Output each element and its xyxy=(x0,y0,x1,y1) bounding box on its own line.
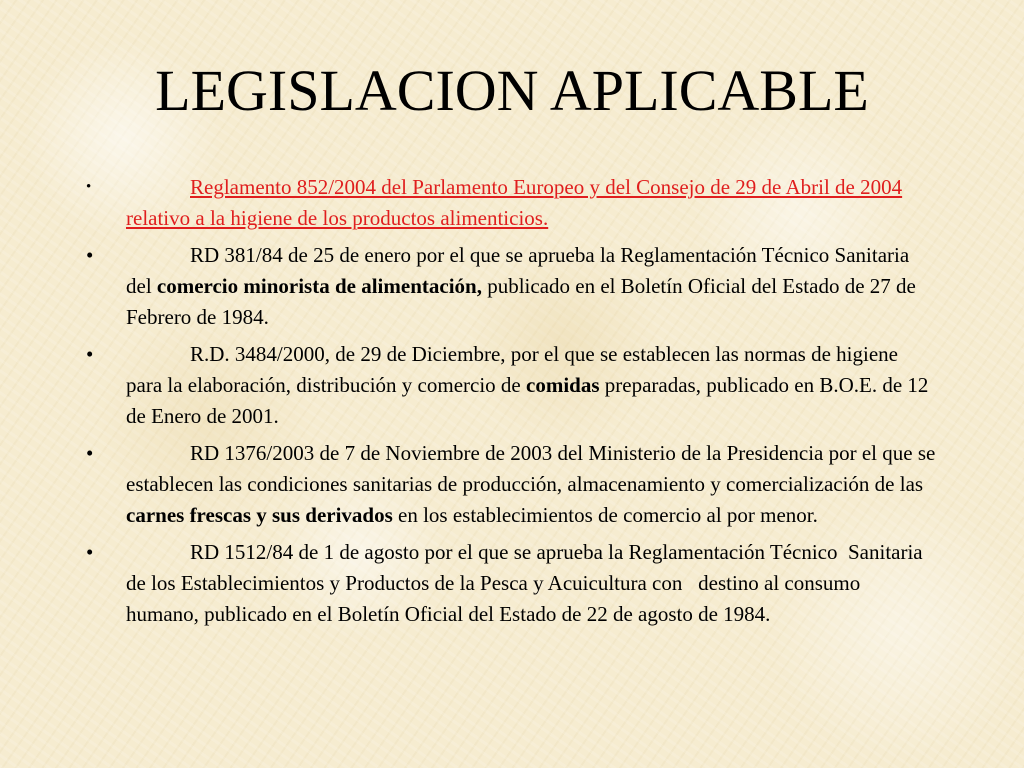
item-text: RD 1376/2003 de 7 de Noviembre de 2003 del Ministerio de la Presidencia por el que se establecen las condiciones sanitarias de producción, almacenamiento y comercialización de las xyxy=(126,441,936,496)
list-item xyxy=(86,172,936,234)
legislation-list xyxy=(86,172,936,636)
item-text: R.D. 3484/2000, de 29 de Diciembre, por el que se establecen las normas de higiene para la elaboración, distribución y comercio de xyxy=(126,342,898,397)
item-text: preparadas, publicado en B.O.E. de 12 de Enero de 2001. xyxy=(126,373,929,428)
list-item xyxy=(86,438,936,531)
item-text: publicado en el Boletín Oficial del Estado de 27 de Febrero de 1984. xyxy=(126,274,916,329)
item-text: en los establecimientos de comercio al por menor. xyxy=(392,503,818,527)
slide-title: LEGISLACION APLICABLE xyxy=(155,58,869,123)
list-item xyxy=(86,339,936,432)
bullet-icon: • xyxy=(86,441,94,465)
item-bold-text: carnes frescas y sus derivados xyxy=(126,503,393,527)
bullet-icon: • xyxy=(86,342,94,366)
list-item xyxy=(86,240,936,333)
list-item xyxy=(86,537,936,630)
bullet-icon: • xyxy=(86,179,92,195)
item-text: RD 1512/84 de 1 de agosto por el que se aprueba la Reglamentación Técnico Sanitaria de los Establecimientos y Productos de la Pesca y Acuicultura con destino al consumo humano, publicado en el Boletín Oficial del Estado de 22 de agosto de 1984. xyxy=(126,540,928,626)
item-text: RD 381/84 de 25 de enero por el que se aprueba la Reglamentación Técnico Sanitaria del xyxy=(126,243,910,298)
item-bold-text: comercio minorista de alimentación, xyxy=(156,274,482,298)
item-bold-text: comidas xyxy=(526,373,600,397)
bullet-icon: • xyxy=(86,540,94,564)
bullet-icon: • xyxy=(86,243,94,267)
regulation-852-link[interactable]: Reglamento 852/2004 del Parlamento Europeo y del Consejo de 29 de Abril de 2004 relativo a la higiene de los productos alimenticios. xyxy=(126,175,903,230)
